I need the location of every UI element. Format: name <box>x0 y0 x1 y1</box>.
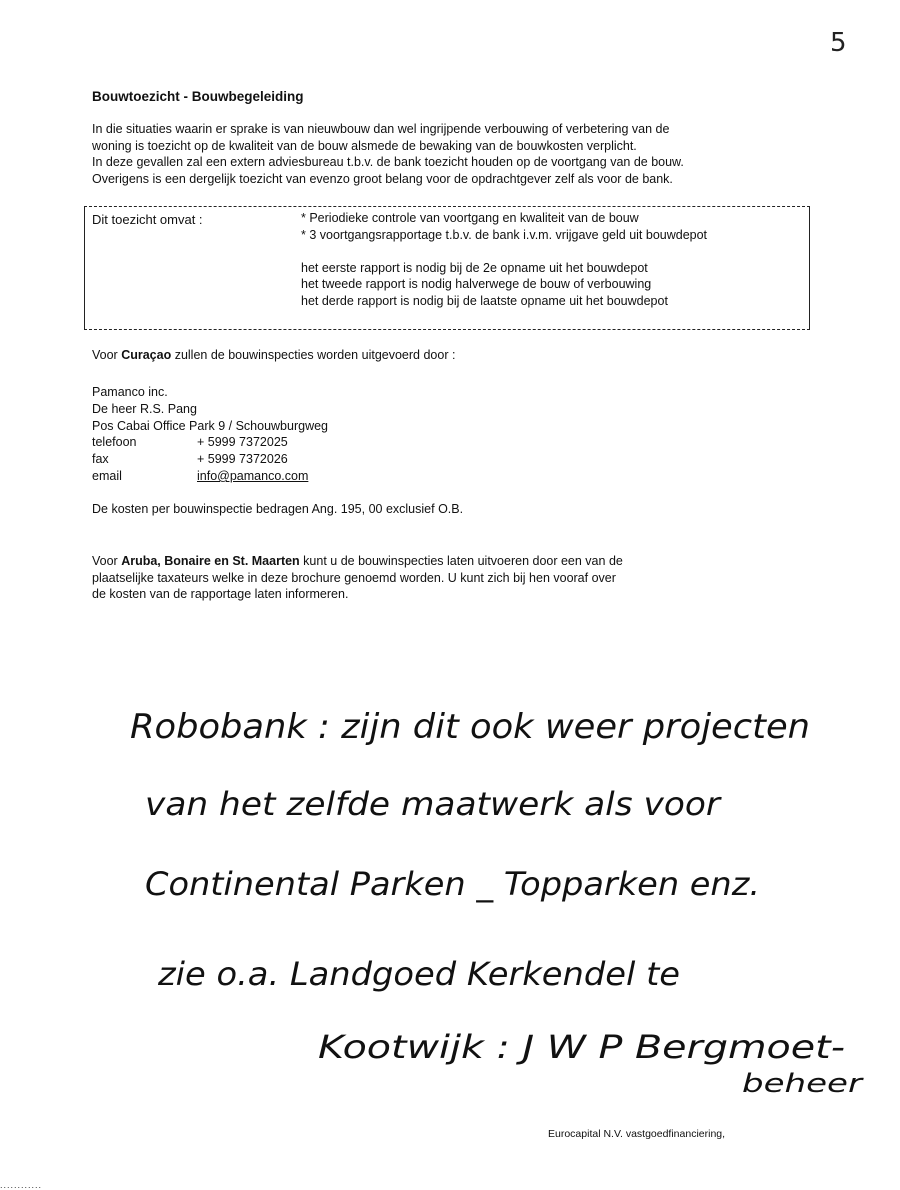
intro-paragraph <box>92 121 684 187</box>
curacao-line <box>92 347 455 364</box>
aruba-paragraph <box>92 553 623 603</box>
aruba-prefix: Voor <box>92 554 122 568</box>
fax-value: + 5999 7372026 <box>197 452 288 467</box>
fax-label: fax <box>92 452 109 467</box>
phone-value: + 5999 7372025 <box>197 435 288 450</box>
contact-address: Pos Cabai Office Park 9 / Schouwburgweg <box>92 418 329 433</box>
contact-fax-row <box>92 451 328 468</box>
section-title: Bouwtoezicht - Bouwbegeleiding <box>92 89 304 104</box>
box-bullet: * Periodieke controle van voortgang en kwaliteit van de bouw <box>301 211 639 225</box>
handwritten-note <box>0 680 900 1100</box>
box-note: het derde rapport is nodig bij de laatste opname uit het bouwdepot <box>301 294 668 309</box>
costs-line: De kosten per bouwinspectie bedragen Ang. 195, 00 exclusief O.B. <box>92 502 464 516</box>
box-label: Dit toezicht omvat : <box>92 212 203 227</box>
handwritten-line: van het zelfde maatwerk als voor <box>145 785 722 823</box>
footer-company: Eurocapital N.V. vastgoedfinanciering, <box>548 1128 726 1140</box>
intro-line: In die situaties waarin er sprake is van nieuwbouw dan wel ingrijpende verbouwing of verbetering van de <box>92 122 670 136</box>
contact-person: De heer R.S. Pang <box>92 401 197 416</box>
aruba-line-3: de kosten van de rapportage laten informeren. <box>92 587 349 601</box>
intro-line: Overigens is een dergelijk toezicht van evenzo groot belang voor de opdrachtgever zelf als voor de bank. <box>92 171 673 186</box>
aruba-suffix: kunt u de bouwinspecties laten uitvoeren door een van de <box>299 554 623 568</box>
handwritten-line: beheer <box>742 1069 866 1099</box>
curacao-suffix: zullen de bouwinspecties worden uitgevoerd door : <box>171 348 456 362</box>
contact-email-row <box>92 468 328 485</box>
contact-company: Pamanco inc. <box>92 385 168 399</box>
intro-line: woning is toezicht op de kwaliteit van de bouw alsmede de bewaking van de bouwkosten verplicht. <box>92 138 637 153</box>
handwritten-line: Continental Parken _ Topparken enz. <box>145 865 760 903</box>
curacao-place: Curaçao <box>121 348 172 362</box>
edge-marks: ............ <box>0 1180 43 1190</box>
contact-phone-row <box>92 434 328 451</box>
phone-label: telefoon <box>92 435 137 450</box>
handwritten-line: Robobank : zijn dit ook weer projecten <box>130 707 810 747</box>
email-label: email <box>92 468 122 483</box>
handwritten-line: zie o.a. Landgoed Kerkendel te <box>156 955 681 993</box>
box-note: het eerste rapport is nodig bij de 2e opname uit het bouwdepot <box>301 260 648 275</box>
handwritten-line: Kootwijk : J W P Bergmoet- <box>318 1028 845 1066</box>
aruba-places: Aruba, Bonaire en St. Maarten <box>121 554 300 568</box>
box-note: het tweede rapport is nodig halverwege de bouw of verbouwing <box>301 277 652 292</box>
box-bullet: * 3 voortgangsrapportage t.b.v. de bank i.v.m. vrijgave geld uit bouwdepot <box>301 227 708 242</box>
supervision-box <box>84 206 810 330</box>
contact-block <box>92 384 328 485</box>
aruba-line-2: plaatselijke taxateurs welke in deze brochure genoemd worden. U kunt zich bij hen vooraf over <box>92 570 616 585</box>
box-content <box>301 210 707 310</box>
curacao-prefix: Voor <box>92 348 122 362</box>
page-number: 5 <box>830 28 847 58</box>
aruba-line-1 <box>92 553 623 570</box>
intro-line: In deze gevallen zal een extern adviesbureau t.b.v. de bank toezicht houden op de voortgang van de bouw. <box>92 155 684 169</box>
email-link[interactable]: info@pamanco.com <box>197 468 309 483</box>
